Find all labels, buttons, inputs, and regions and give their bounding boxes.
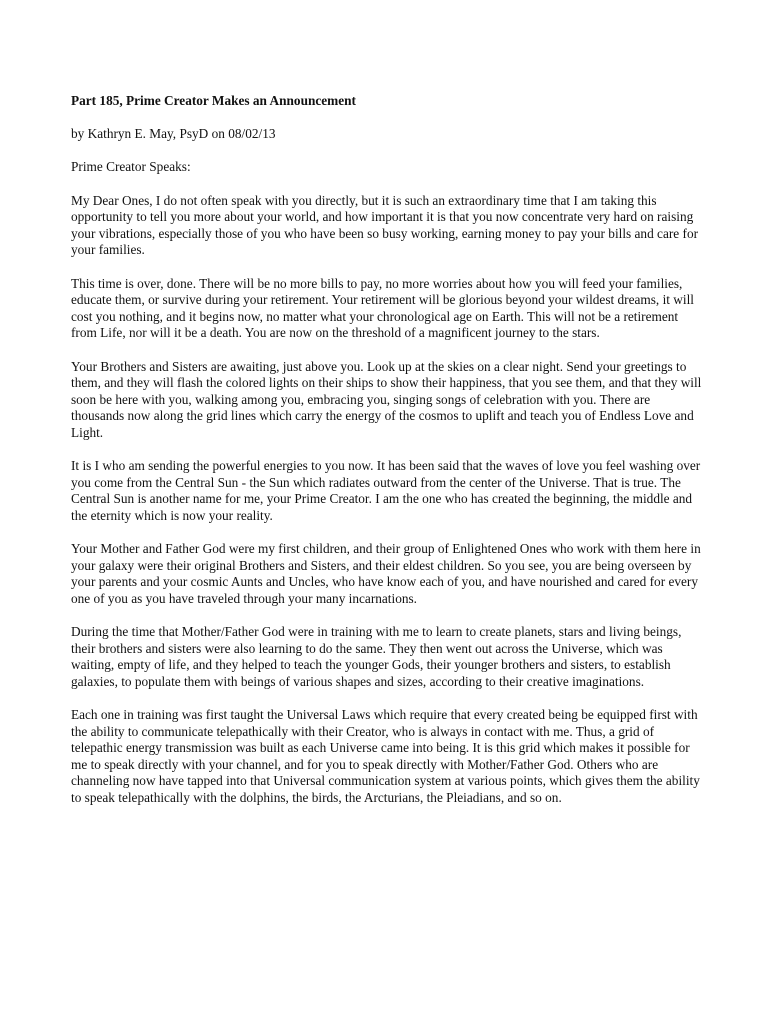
paragraph: It is I who am sending the powerful energies to you now. It has been said that the waves of love you feel washing over you come from the Central Sun - the Sun which radiates outward from the center of the Universe. That is true. The Central Sun is another name for me, your Prime Creator. I am the one who has created the beginning, the middle and the eternity which is now your reality.: [71, 458, 701, 523]
paragraph: This time is over, done. There will be no more bills to pay, no more worries about how you will feed your families, educate them, or survive during your retirement. Your retirement will be glorious beyond your wildest dreams, it will cost you nothing, and it begins now, no matter what your chronological age on Earth. This will not be a retirement from Life, nor will it be a death. You are now on the threshold of a magnificent journey to the stars.: [71, 275, 694, 341]
paragraph: During the time that Mother/Father God were in training with me to learn to create planets, stars and living beings, their brothers and sisters were also learning to do the same. They then went out across the Universe, which was waiting, empty of life, and they helped to teach the younger Gods, their younger brothers and sisters, to establish galaxies, to populate them with beings of various shapes and sizes, according to their creative imaginations.: [71, 624, 682, 689]
byline: by Kathryn E. May, PsyD on 08/02/13: [71, 126, 276, 142]
paragraph: Each one in training was first taught the Universal Laws which require that every created being be equipped first with the ability to communicate telepathically with their Creator, who is always in contact with me. Thus, a grid of telepathic energy transmission was built as each Universe came into being. It is this grid which makes it possible for me to speak directly with your channel, and for you to speak directly with Mother/Father God. Others who are channeling now have tapped into that Universal communication system at various points, which gives them the ability to speak telepathically with the dolphins, the birds, the Arcturians, the Pleiadians, and so on.: [71, 706, 700, 805]
paragraph: My Dear Ones, I do not often speak with you directly, but it is such an extraordinary time that I am taking this opportunity to tell you more about your world, and how important it is that you now concentrate very hard on raising your vibrations, especially those of you who have been so busy working, earning money to pay your bills and care for your families.: [71, 192, 699, 258]
document-title: Part 185, Prime Creator Makes an Announcement: [71, 93, 356, 108]
speaker-line: Prime Creator Speaks:: [71, 159, 191, 175]
paragraph: Your Brothers and Sisters are awaiting, just above you. Look up at the skies on a clear night. Send your greetings to them, and they will flash the colored lights on their ships to show their happiness, that you see them, and that they will soon be here with you, walking among you, embracing you, singing songs of celebration with you. There are thousands now along the grid lines which carry the energy of the cosmos to uplift and teach you of Endless Love and Light.: [71, 358, 702, 440]
document-body: [71, 93, 705, 823]
paragraph: Your Mother and Father God were my first children, and their group of Enlightened Ones who work with them here in your galaxy were their original Brothers and Sisters, and their eldest children. So you see, you are being overseen by your parents and your cosmic Aunts and Uncles, who have know each of you, and have nourished and cared for every one of you as you have traveled through your many incarnations.: [71, 541, 701, 606]
